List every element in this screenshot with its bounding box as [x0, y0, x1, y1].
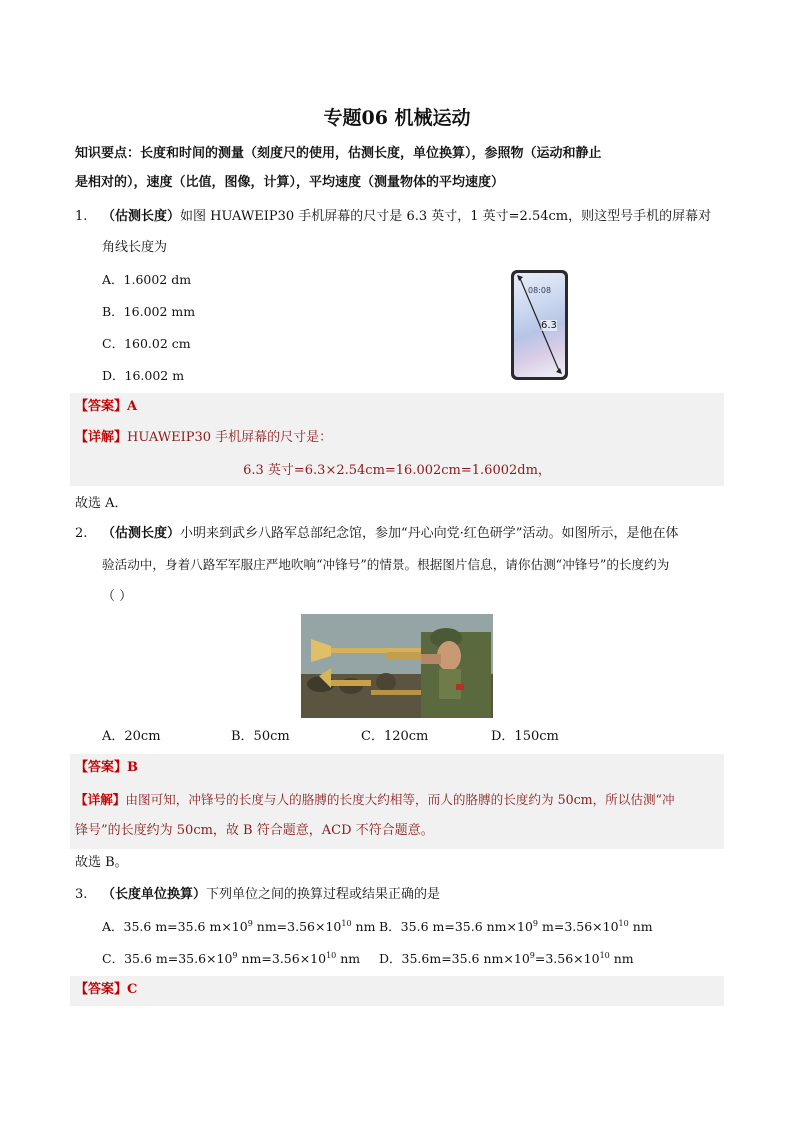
option-text: D．35.6m=35.6 nm×10	[379, 951, 530, 966]
question-3-answer	[75, 979, 137, 1001]
smartphone-diagonal-icon	[511, 270, 568, 380]
question-2-option-b: B．50cm	[231, 729, 290, 744]
option-exponent: 10	[618, 918, 629, 928]
knowledge-points-line-1: 知识要点：长度和时间的测量（刻度尺的使用，估测长度，单位换算），参照物（运动和静止	[75, 146, 602, 161]
question-3-option-c	[102, 948, 360, 970]
question-2-detail	[75, 789, 675, 811]
question-2-tag: （估测长度）	[102, 526, 181, 541]
question-3-option-d	[379, 948, 634, 970]
option-text: nm	[609, 951, 634, 966]
option-exponent: 9	[529, 950, 535, 960]
question-2-answer	[75, 757, 138, 779]
detail-label: 【详解】	[75, 792, 126, 807]
question-3-answer-box	[70, 976, 724, 1006]
detail-text-1: 由图可知，冲锋号的长度与人的胳膊的长度大约相等，而人的胳膊的长度约为 50cm，所以估测“冲	[125, 792, 675, 807]
question-1-number: 1.	[75, 209, 88, 224]
answer-label: 【答案】	[75, 760, 128, 775]
diagonal-arrow-icon	[514, 273, 565, 377]
option-text: m=3.56×10	[538, 919, 619, 934]
question-2-option-a: A．20cm	[102, 729, 161, 744]
option-exponent: 10	[341, 918, 352, 928]
question-3-option-b	[379, 916, 653, 938]
question-2-conclusion: 故选 B。	[75, 855, 128, 870]
phone-size-label: 6.3	[541, 320, 557, 331]
answer-value: C	[127, 982, 138, 997]
question-2-stem-line-3: （ ）	[102, 589, 133, 604]
option-exponent: 9	[532, 918, 539, 928]
question-2-option-d: D．150cm	[491, 729, 559, 744]
question-2-stem-line-1	[102, 523, 678, 545]
option-exponent: 10	[599, 950, 610, 960]
option-text: nm	[336, 951, 361, 966]
answer-label: 【答案】	[75, 399, 128, 414]
option-text: nm	[351, 919, 376, 934]
question-3-option-a	[102, 916, 375, 938]
question-2-option-c: C．120cm	[361, 729, 429, 744]
question-2-number: 2.	[75, 526, 88, 541]
question-1-text-1: 如图 HUAWEIP30 手机屏幕的尺寸是 6.3 英寸，1 英寸=2.54cm，则这型号手机的屏幕对	[180, 209, 712, 224]
option-text: A．35.6 m=35.6 m×10	[102, 919, 248, 934]
question-1-option-a: A．1.6002 dm	[102, 272, 192, 287]
question-3-tag: （长度单位换算）	[102, 887, 207, 902]
question-2-text-1: 小明来到武乡八路军总部纪念馆，参加“丹心向党·红色研学”活动。如图所示，是他在体	[180, 526, 679, 541]
phone-screen	[514, 273, 565, 377]
option-text: C．35.6 m=35.6×10	[102, 951, 233, 966]
option-text: nm=3.56×10	[252, 919, 342, 934]
question-3-stem	[102, 884, 440, 906]
question-1-answer	[75, 396, 137, 418]
knowledge-points-line-2: 是相对的），速度（比值，图像，计算），平均速度（测量物体的平均速度）	[75, 175, 505, 190]
option-text: =3.56×10	[534, 951, 600, 966]
question-1-option-c: C．160.02 cm	[102, 336, 191, 351]
bugle-soldier-illustration	[301, 614, 493, 718]
question-3-number: 3.	[75, 887, 88, 902]
option-text: B．35.6 m=35.6 nm×10	[379, 919, 533, 934]
phone-time-label: 08:08	[528, 286, 552, 295]
answer-value: B	[127, 760, 139, 775]
question-1-option-d: D．16.002 m	[102, 368, 185, 383]
option-exponent: 9	[232, 950, 238, 960]
option-exponent: 10	[326, 950, 337, 960]
question-3-text: 下列单位之间的换算过程或结果正确的是	[206, 887, 441, 902]
detail-text-1: HUAWEIP30 手机屏幕的尺寸是：	[127, 430, 333, 445]
question-1-option-b: B．16.002 mm	[102, 304, 196, 319]
option-exponent: 9	[247, 918, 253, 928]
question-2-detail-line-2: 锋号”的长度约为 50cm，故 B 符合题意，ACD 不符合题意。	[75, 823, 434, 838]
question-1-stem-line-2: 角线长度为	[102, 240, 168, 255]
option-text: nm=3.56×10	[237, 951, 327, 966]
question-1-tag: （估测长度）	[102, 209, 181, 224]
question-2-stem-line-2: 验活动中，身着八路军军服庄严地吹响“冲锋号”的情景。根据图片信息，请你估测“冲锋号”的长度约为	[102, 557, 670, 572]
question-1-conclusion: 故选 A．	[75, 496, 128, 511]
question-1-stem-line-1	[102, 206, 711, 228]
answer-value: A	[127, 399, 138, 414]
option-text: nm	[628, 919, 653, 934]
question-1-detail-formula: 6.3 英寸=6.3×2.54cm=16.002cm=1.6002dm，	[243, 463, 551, 478]
bugle-soldier-photo	[301, 614, 493, 718]
page-title: 专题06 机械运动	[323, 107, 471, 129]
answer-label: 【答案】	[75, 982, 128, 997]
question-1-detail	[75, 427, 332, 449]
detail-label: 【详解】	[75, 430, 128, 445]
